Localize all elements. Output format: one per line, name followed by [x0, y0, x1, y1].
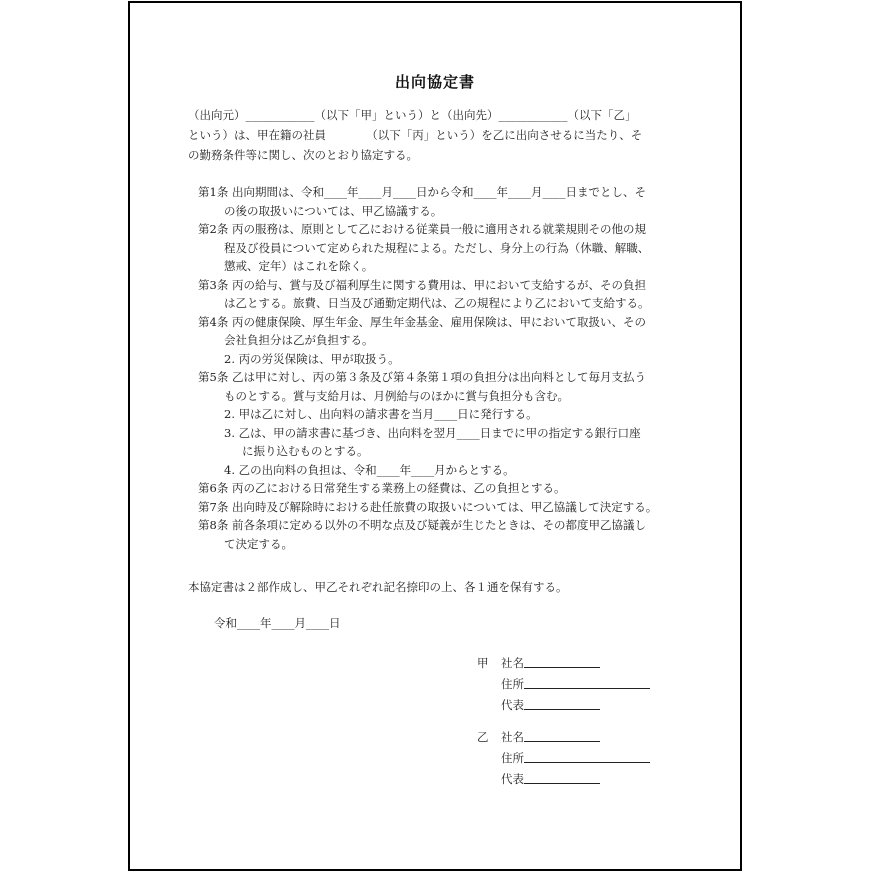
- article-8-cont: て決定する。: [224, 536, 293, 551]
- document-title: 出向協定書: [394, 73, 475, 91]
- party-b-company-label: 社名: [501, 730, 524, 744]
- party-b-mark: 乙: [477, 730, 489, 744]
- intro-line: の勤務条件等に関し、次のとおり協定する。: [188, 148, 418, 162]
- intro-paragraph: [188, 105, 688, 165]
- intro-line: （出向元）____________（以下「甲」という）と（出向先）____________（以下「乙」: [188, 108, 637, 122]
- party-b-address-field[interactable]: [524, 750, 650, 763]
- article-6: 第6条 丙の乙における日常発生する業務上の経費は、乙の負担とする。: [198, 481, 566, 495]
- article-5-para-4: 4. 乙の出向料の負担は、令和____年____月からとする。: [224, 462, 515, 477]
- article-4-cont: 会社負担分は乙が負担する。: [224, 333, 374, 347]
- article-3: 第3条 丙の給与、賞与及び福利厚生に関する費用は、甲において支給するが、その負担: [198, 277, 646, 292]
- party-b-company-field[interactable]: [524, 729, 600, 742]
- party-a-rep-field[interactable]: [524, 697, 600, 710]
- article-5-para-3: 3. 乙は、甲の請求書に基づき、出向料を翌月____日までに甲の指定する銀行口座: [224, 425, 641, 440]
- party-a-company-label: 社名: [501, 656, 524, 670]
- article-4-para-2: 2. 丙の労災保険は、甲が取扱う。: [224, 351, 400, 366]
- document-page: [128, 1, 742, 871]
- party-a-company-field[interactable]: [524, 655, 600, 668]
- article-5-para-2: 2. 甲は乙に対し、出向料の請求書を当月____日に発行する。: [224, 407, 538, 421]
- party-a-address-label: 住所: [501, 677, 524, 691]
- intro-line: という）は、甲在籍の社員 （以下「丙」という）を乙に出向させるに当たり、そ: [188, 128, 643, 142]
- closing-statement: 本協定書は２部作成し、甲乙それぞれ記名捺印の上、各１通を保有する。: [188, 580, 568, 594]
- article-1: 第1条 出向期間は、令和____年____月____日から令和____年____月____日までとし、そ: [198, 185, 646, 199]
- date-line: 令和____年____月____日: [214, 616, 341, 630]
- article-5-cont: ものとする。賞与支給月は、月例給与のほかに賞与負担分も含む。: [224, 388, 569, 403]
- party-a-rep-label: 代表: [501, 698, 524, 712]
- article-5: 第5条 乙は甲に対し、丙の第３条及び第４条第１項の負担分は出向料として毎月支払う: [198, 370, 646, 384]
- party-b-rep-label: 代表: [501, 772, 524, 786]
- party-b-rep-field[interactable]: [524, 771, 600, 784]
- article-1-cont: の後の取扱いについては、甲乙協議する。: [224, 203, 443, 218]
- article-3-cont: は乙とする。旅費、日当及び通勤定期代は、乙の規程により乙において支給する。: [224, 296, 650, 310]
- article-5-para-3-cont: に振り込むものとする。: [242, 444, 369, 458]
- article-2-cont: 懲戒、定年）はこれを除く。: [224, 259, 374, 273]
- article-2: 第2条 丙の服務は、原則として乙における従業員一般に適用される就業規則その他の規: [198, 222, 646, 236]
- party-b-block: [477, 727, 650, 790]
- party-a-mark: 甲: [477, 656, 489, 670]
- article-4: 第4条 丙の健康保険、厚生年金、厚生年金基金、雇用保険は、甲において取扱い、その: [198, 314, 646, 329]
- article-2-cont: 程及び役員について定められた規程による。ただし、身分上の行為（休職、解職、: [224, 240, 650, 255]
- article-8: 第8条 前各条項に定める以外の不明な点及び疑義が生じたときは、その都度甲乙協議し: [198, 518, 646, 532]
- party-a-block: [477, 653, 650, 716]
- articles-list: [198, 183, 698, 553]
- article-7: 第7条 出向時及び解除時における赴任旅費の取扱いについては、甲乙協議して決定する。: [198, 499, 658, 514]
- party-a-address-field[interactable]: [524, 676, 650, 689]
- party-b-address-label: 住所: [501, 751, 524, 765]
